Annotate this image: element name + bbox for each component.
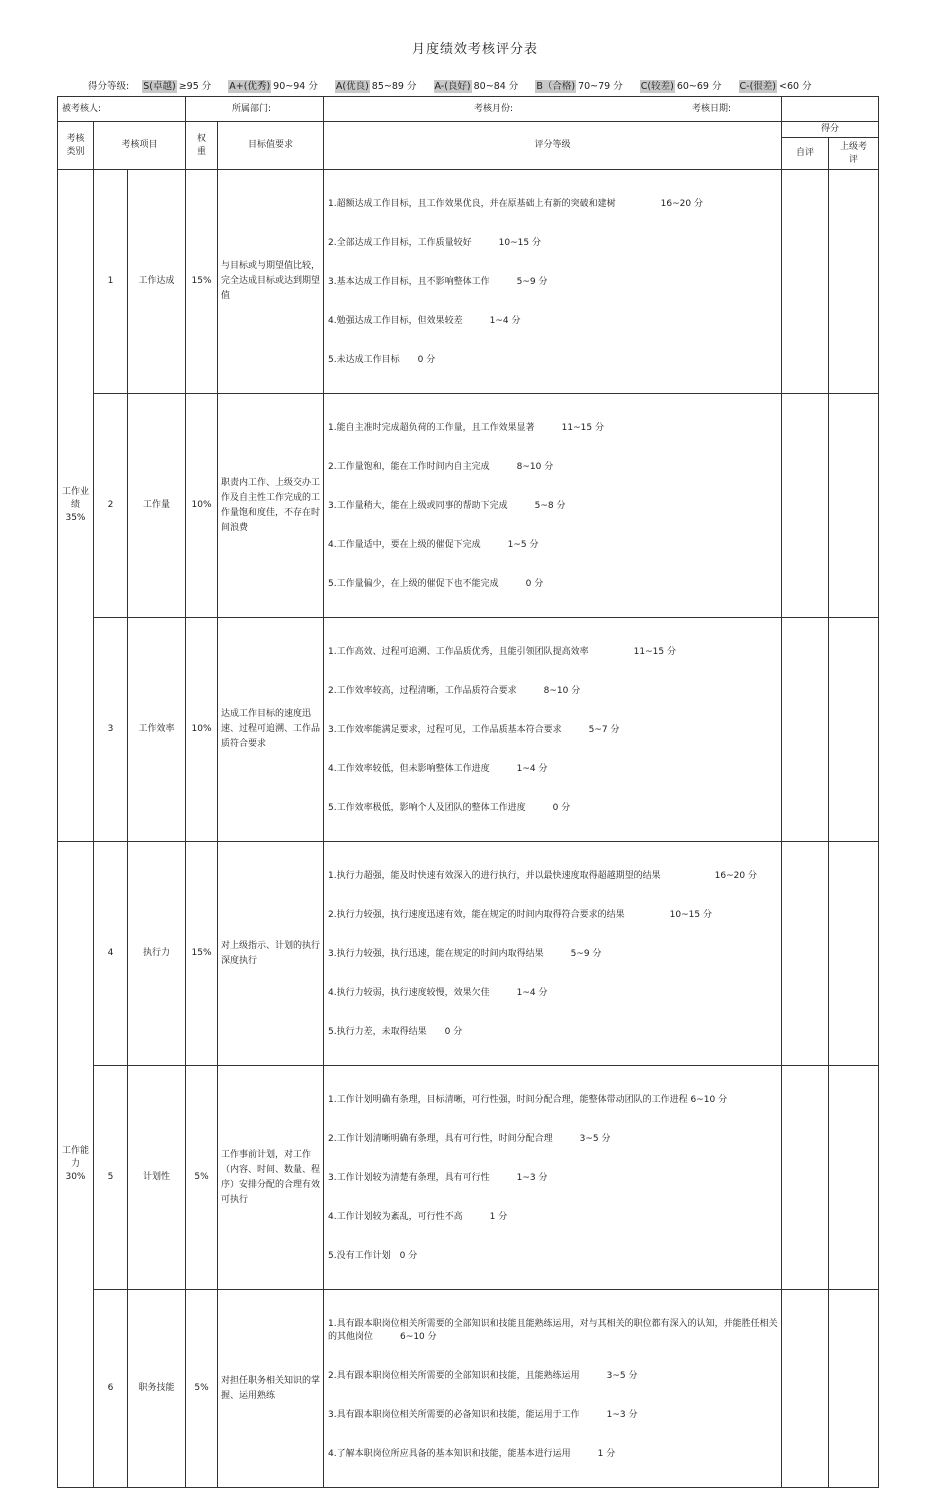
category-cell — [58, 170, 94, 842]
item-name: 工作达成 — [128, 170, 186, 394]
info-row — [58, 97, 879, 122]
header-weight: 权重 — [186, 122, 218, 170]
target-text: 对上级指示、计划的执行深度执行 — [218, 842, 324, 1066]
target-text: 职责内工作、上级交办工作及自主性工作完成的工作量饱和度佳，不存在时间浪费 — [218, 394, 324, 618]
target-text: 工作事前计划，对工作（内容、时间、数量、程序）安排分配的合理有效可执行 — [218, 1066, 324, 1290]
self-score-cell[interactable] — [782, 842, 829, 1066]
criteria-cell — [324, 618, 782, 842]
criteria-line: 4.勉强达成工作目标，但效果较差 1~4 分 — [328, 316, 521, 326]
header-row — [58, 122, 879, 138]
grade-range: 80~84 分 — [473, 81, 519, 92]
header-criteria: 评分等级 — [324, 122, 782, 170]
criteria-line: 2.全部达成工作目标，工作质量较好 10~15 分 — [328, 238, 541, 248]
row-number: 1 — [94, 170, 128, 394]
item-weight: 5% — [186, 1290, 218, 1488]
criteria-line: 1.执行力超强，能及时快速有效深入的进行执行，并以最快速度取得超越期望的结果 16~20 分 — [328, 871, 757, 881]
superior-score-cell[interactable] — [829, 170, 879, 394]
category-percent: 35% — [65, 513, 86, 523]
month-label: 考核月份: — [474, 104, 514, 114]
criteria-line: 3.工作量稍大，能在上级或同事的帮助下完成 5~8 分 — [328, 501, 566, 511]
superior-score-cell[interactable] — [829, 394, 879, 618]
table-row — [58, 394, 879, 618]
criteria-line: 1.工作高效、过程可追溯、工作品质优秀，且能引领团队提高效率 11~15 分 — [328, 647, 676, 657]
header-category: 考核类别 — [58, 122, 94, 170]
criteria-line: 1.超额达成工作目标，且工作效果优良，并在原基础上有新的突破和建树 16~20 分 — [328, 199, 703, 209]
criteria-line: 5.工作量偏少，在上级的催促下也不能完成 0 分 — [328, 579, 544, 589]
grade-name: C(较差) — [640, 81, 674, 92]
row-number: 4 — [94, 842, 128, 1066]
grade-range: 85~89 分 — [371, 81, 417, 92]
grade-range: <60 分 — [779, 81, 812, 92]
criteria-line: 3.工作计划较为清楚有条理，具有可行性 1~3 分 — [328, 1173, 548, 1183]
self-score-cell[interactable] — [782, 170, 829, 394]
criteria-line: 2.工作量饱和，能在工作时间内自主完成 8~10 分 — [328, 462, 554, 472]
grade-range: 60~69 分 — [676, 81, 722, 92]
criteria-line: 4.工作量适中，要在上级的催促下完成 1~5 分 — [328, 540, 539, 550]
grade-name: A+(优秀) — [229, 81, 271, 92]
grade-name: A(优良) — [335, 81, 369, 92]
page-title: 月度绩效考核评分表 — [411, 42, 538, 57]
criteria-line: 3.工作效率能满足要求，过程可见，工作品质基本符合要求 5~7 分 — [328, 725, 620, 735]
criteria-line: 2.工作效率较高，过程清晰，工作品质符合要求 8~10 分 — [328, 686, 581, 696]
examinee-label: 被考核人: — [58, 97, 186, 122]
target-text: 对担任职务相关知识的掌握、运用熟练 — [218, 1290, 324, 1488]
criteria-line: 4.工作效率较低，但未影响整体工作进度 1~4 分 — [328, 764, 548, 774]
item-weight: 5% — [186, 1066, 218, 1290]
date-label: 考核日期: — [692, 104, 732, 114]
criteria-line: 2.执行力较强，执行速度迅速有效，能在规定的时间内取得符合要求的结果 10~15 分 — [328, 910, 712, 920]
criteria-cell — [324, 394, 782, 618]
grade-scale — [88, 80, 826, 93]
criteria-line: 3.基本达成工作目标，且不影响整体工作 5~9 分 — [328, 277, 548, 287]
self-score-cell[interactable] — [782, 618, 829, 842]
criteria-line: 3.执行力较强，执行迅速，能在规定的时间内取得结果 5~9 分 — [328, 949, 602, 959]
item-name: 工作量 — [128, 394, 186, 618]
item-name: 职务技能 — [128, 1290, 186, 1488]
item-name: 计划性 — [128, 1066, 186, 1290]
row-number: 5 — [94, 1066, 128, 1290]
category-cell — [58, 842, 94, 1488]
target-text: 与目标或与期望值比较，完全达成目标或达到期望值 — [218, 170, 324, 394]
criteria-line: 2.具有跟本职岗位相关所需要的全部知识和技能，且能熟练运用 3~5 分 — [328, 1371, 638, 1381]
criteria-line: 4.工作计划较为紊乱，可行性不高 1 分 — [328, 1212, 508, 1222]
grade-range: 90~94 分 — [273, 81, 318, 92]
item-name: 执行力 — [128, 842, 186, 1066]
grade-name: B（合格) — [536, 81, 576, 92]
criteria-line: 1.具有跟本职岗位相关所需要的全部知识和技能且能熟练运用，对与其相关的职位都有深入的认知，并能胜任相关的其他岗位 6~10 分 — [328, 1319, 778, 1342]
evaluation-table — [57, 96, 879, 1488]
superior-score-cell[interactable] — [829, 618, 879, 842]
table-row — [58, 1290, 879, 1488]
item-name: 工作效率 — [128, 618, 186, 842]
header-score: 得分 — [782, 122, 879, 138]
criteria-cell — [324, 170, 782, 394]
criteria-line: 4.了解本职岗位所应具备的基本知识和技能，能基本进行运用 1 分 — [328, 1449, 616, 1459]
category-percent: 30% — [65, 1172, 86, 1182]
grade-name: A-(良好) — [434, 81, 471, 92]
superior-score-cell[interactable] — [829, 1066, 879, 1290]
self-score-cell[interactable] — [782, 1290, 829, 1488]
self-score-cell[interactable] — [782, 1066, 829, 1290]
grade-name: C-(很差) — [739, 81, 777, 92]
target-text: 达成工作目标的速度迅速、过程可追溯、工作品质符合要求 — [218, 618, 324, 842]
table-row — [58, 1066, 879, 1290]
row-number: 3 — [94, 618, 128, 842]
criteria-line: 4.执行力较弱，执行速度较慢，效果欠佳 1~4 分 — [328, 988, 548, 998]
header-item: 考核项目 — [94, 122, 186, 170]
grade-range: 70~79 分 — [578, 81, 623, 92]
grade-scale-label: 得分等级: — [88, 81, 130, 92]
item-weight: 15% — [186, 842, 218, 1066]
row-number: 2 — [94, 394, 128, 618]
criteria-cell — [324, 1066, 782, 1290]
table-row — [58, 618, 879, 842]
item-weight: 10% — [186, 394, 218, 618]
criteria-line: 5.未达成工作目标 0 分 — [328, 355, 436, 365]
self-score-cell[interactable] — [782, 394, 829, 618]
criteria-line: 1.工作计划明确有条理，目标清晰，可行性强，时间分配合理，能整体带动团队的工作进程 6~10 分 — [328, 1095, 728, 1105]
table-row — [58, 170, 879, 394]
date-value-cell[interactable] — [782, 97, 879, 122]
info-values[interactable] — [324, 97, 782, 122]
superior-score-cell[interactable] — [829, 1290, 879, 1488]
criteria-line: 5.工作效率极低，影响个人及团队的整体工作进度 0 分 — [328, 803, 571, 813]
header-target: 目标值要求 — [218, 122, 324, 170]
grade-range: ≥95 分 — [178, 81, 212, 92]
criteria-line: 5.没有工作计划 0 分 — [328, 1251, 418, 1261]
header-superior: 上级考评 — [829, 138, 879, 170]
table-row — [58, 842, 879, 1066]
criteria-line: 3.具有跟本职岗位相关所需要的必备知识和技能，能运用于工作 1~3 分 — [328, 1410, 638, 1420]
category-name: 工作能力 — [62, 1146, 90, 1169]
criteria-cell — [324, 842, 782, 1066]
item-weight: 10% — [186, 618, 218, 842]
category-name: 工作业绩 — [62, 487, 90, 510]
row-number: 6 — [94, 1290, 128, 1488]
item-weight: 15% — [186, 170, 218, 394]
criteria-line: 1.能自主准时完成超负荷的工作量，且工作效果显著 11~15 分 — [328, 423, 604, 433]
superior-score-cell[interactable] — [829, 842, 879, 1066]
criteria-cell — [324, 1290, 782, 1488]
grade-name: S(卓越) — [143, 81, 176, 92]
criteria-line: 5.执行力差，未取得结果 0 分 — [328, 1027, 463, 1037]
department-label: 所属部门: — [186, 97, 324, 122]
criteria-line: 2.工作计划清晰明确有条理，具有可行性，时间分配合理 3~5 分 — [328, 1134, 611, 1144]
header-self: 自评 — [782, 138, 829, 170]
